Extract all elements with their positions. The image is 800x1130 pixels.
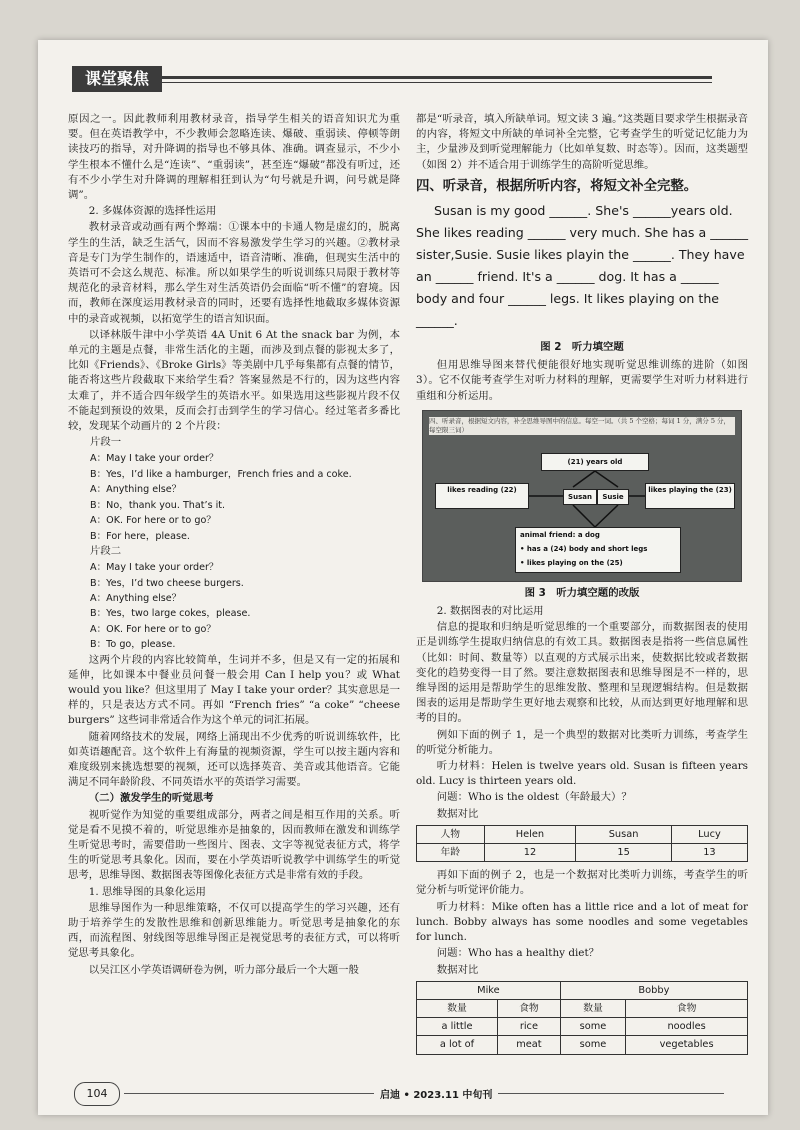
journal-name: 启迪 • 2023.11 中旬刊: [374, 1086, 498, 1101]
likes-playing-box: likes playing the (23): [645, 483, 735, 509]
table-label: 数据对比: [436, 963, 479, 976]
paragraph: 再如下面的例子 2，也是一个数据对比类听力训练，考查学生的听觉分析与听觉评价能力。: [416, 869, 748, 897]
dialogue-line: B：For here，please.: [90, 530, 190, 542]
table-row: [417, 1036, 748, 1054]
dialogue-line: A：Anything else？: [90, 592, 182, 604]
table-row: [417, 999, 748, 1017]
exercise-title: 四、听录音，根据所听内容，将短文补全完整。: [416, 177, 698, 194]
dialogue-line: A：Anything else？: [90, 484, 182, 496]
listening-material: 听力材料：Helen is twelve years old. Susan is fifteen years old. Lucy is thirteen years old.: [416, 760, 748, 788]
dialogue-line: B：Yes，I’d like a hamburger，French fries and a coke.: [90, 468, 352, 480]
table-cell: 年龄: [417, 844, 485, 862]
data-table-1: [416, 825, 748, 862]
dialogue-line: A：May I take your order？: [90, 562, 219, 574]
table-cell: rice: [498, 1018, 561, 1036]
table-row: [417, 825, 748, 843]
subheading: （二）激发学生的听觉思考: [88, 792, 214, 805]
box-line: animal friend: a dog: [520, 530, 600, 539]
header-rule-thin: [162, 82, 712, 83]
paragraph: 例如下面的例子 1，是一个典型的数据对比类听力训练，考查学生的听觉分析能力。: [416, 728, 748, 756]
dialogue-line: B：To go，please.: [90, 639, 176, 651]
box-line: • has a (24) body and short legs: [520, 544, 648, 553]
table-cell: a lot of: [417, 1036, 498, 1054]
section-header: [72, 66, 712, 94]
paragraph: 教材录音或动画有两个弊端：①课本中的卡通人物是虚幻的，脱离学生的生活，缺乏生活气，因而不容易激发学生学习的兴趣。②教材录音是专门为学生制作的，语速适中，语音清晰、准确，但现实生活中的英语可不会这么规范、标准。所以如果学生的听说训练只局限于教材等规范化的录音材料，那么学生对生活英语仍会面临“听不懂”的窘境。因而，教师在深度运用教材录音的同时，还要有选择性地截取多媒体资源中的录音或视频，以拓宽学生的语言知识面。: [68, 221, 400, 325]
listening-material: 听力材料：Mike often has a little rice and a lot of meat for lunch. Bobby always has some noodles and some vegetables for lunch.: [416, 900, 748, 944]
table-cell: 12: [484, 844, 576, 862]
dialogue-line: B：Yes，I’d two cheese burgers.: [90, 577, 244, 589]
segment-label: 片段一: [90, 436, 122, 449]
table-cell: 数量: [560, 999, 625, 1017]
paragraph: 思维导图作为一种思维策略，不仅可以提高学生的学习兴趣，还有助于培养学生的发散性思维和创新思维能力。听觉思考是抽象化的东西，而流程图、射线图等思维导图正是视觉思考的表征方式，可以将听觉思考具象化。: [68, 901, 400, 960]
paragraph: 以吴江区小学英语调研卷为例，听力部分最后一个大题一般: [88, 963, 359, 976]
paragraph: 原因之一。因此教师利用教材录音，指导学生相关的语音知识尤为重要。但在英语教学中，不少教师会忽略连读、爆破、重弱读、停顿等朗读技巧的指导，对升降调的指导也不够具体、准确。调查显示，不少小学生根本不懂什么是“连读”、“重弱读”，甚至连“爆破”都没有听过，还有不少小学生对升降调的理解相狂到认为“句号就是升调，问号就是降调”。: [68, 113, 400, 202]
page-number: 104: [74, 1082, 120, 1106]
dialogue-line: A：May I take your order？: [90, 453, 219, 465]
segment-label: 片段二: [90, 544, 122, 557]
paragraph: 视听觉作为知觉的重要组成部分，两者之间是相互作用的关系。听觉是看不见摸不着的，听觉思维亦是抽象的，因而教师在激发和训练学生听觉思考时，需要借助一些图片、图表、文字等视觉表征方式，将学生的听觉思考具象化。因而，要在小学英语听说教学中训练学生的听觉思考，思维导图、数据图表等图像化表征方式是非常有效的手段。: [68, 808, 400, 882]
table-cell: Lucy: [671, 825, 747, 843]
header-rule: [162, 76, 712, 79]
dialogue-line: A：OK. For here or to go？: [90, 623, 216, 635]
animal-friend-box: [515, 527, 681, 573]
data-table-2: [416, 981, 748, 1055]
paragraph: 信息的提取和归纳是听觉思维的一个重要部分，而数据图表的使用正是训练学生提取归纳信息的有效工具。数据图表是指将一些信息属性（比如：时间、数量等）以直观的方式展示出来，使数据比较或者数据变化的趋势变得一目了然。要注意数据图表和思维导图是不一样的，思维导图的运用是帮助学生的思维发散、整理和呈现逻辑结构。但是数据图表的运用是帮助学生更好地去观察和比较，从而达到更好地理解和思考的目的。: [416, 621, 748, 725]
table-cell: 食物: [626, 999, 748, 1017]
table-label: 数据对比: [436, 807, 479, 820]
table-cell: 食物: [498, 999, 561, 1017]
table-cell: Susan: [576, 825, 672, 843]
age-box: (21) years old: [541, 453, 649, 471]
table-cell: Mike: [417, 981, 561, 999]
table-cell: Bobby: [560, 981, 747, 999]
table-cell: a little: [417, 1018, 498, 1036]
table-cell: Helen: [484, 825, 576, 843]
table-cell: vegetables: [626, 1036, 748, 1054]
paragraph: 这两个片段的内容比较简单，生词并不多，但是又有一定的拓展和延伸，比如课本中餐业员问餐一般会用 Can I help you？或 What would you like？但这里用了 May I take your order？其实意思是一样的，只是表达方式不同。再如 “French fries” “a coke” “cheese burgers” 这些词非常适合作为这个单元的词汇拓展。: [68, 653, 400, 727]
susan-box: Susan: [563, 489, 597, 505]
question: 问题：Who has a healthy diet？: [436, 947, 600, 960]
table-cell: 数量: [417, 999, 498, 1017]
page-footer: [74, 1082, 734, 1106]
paragraph: 以译林版牛津中小学英语 4A Unit 6 At the snack bar 为例，本单元的主题是点餐，非常生活化的主题，而涉及到点餐的影视太多了，比如《Friends》、《Broke Girls》等美剧中几乎每集都有点餐的情节，能否将这些片段截取下来给学生看？答案显然是不行的，因为这些内容太难了，并不适合四年级学生的英语水平。如果选用这些影视片段不仅不能起到预设的效果，反而会打击到学生的学习信心。经过笔者多番比较，发现某个动画片的 2 个片段：: [68, 328, 400, 433]
paragraph: 但用思维导图来替代便能很好地实现听觉思维训练的进阶（如图 3）。它不仅能考查学生对听力材料的理解，更需要学生对听力材料进行重组和分析运用。: [416, 359, 748, 402]
dialogue-line: A：OK. For here or to go？: [90, 515, 216, 527]
table-row: [417, 844, 748, 862]
table-cell: 人物: [417, 825, 485, 843]
table-cell: noodles: [626, 1018, 748, 1036]
subheading: 1. 思维导图的具象化运用: [88, 885, 206, 898]
paragraph: 都是“听录音，填入所缺单词。短文读 3 遍。”这类题目要求学生根据录音的内容，将短文中所缺的单词补全完整，它考查学生的听觉记忆能力为主，少量涉及到听觉理解能力（比如单复数、时态等）。因而，这类题型（如图 2）并不适合用于训练学生的高阶听觉思维。: [416, 113, 748, 171]
table-cell: some: [560, 1036, 625, 1054]
table-row: [417, 981, 748, 999]
table-cell: some: [560, 1018, 625, 1036]
dialogue-line: B：Yes，two large cokes，please.: [90, 608, 251, 620]
likes-reading-box: likes reading (22): [435, 483, 529, 509]
exercise-figure-2: [416, 179, 748, 332]
mind-map-figure: [422, 410, 742, 582]
dialogue-line: B：No，thank you. That’s it.: [90, 499, 226, 511]
table-cell: 13: [671, 844, 747, 862]
subheading: 2. 多媒体资源的选择性运用: [88, 205, 217, 218]
section-title: 课堂聚焦: [72, 66, 162, 92]
exercise-body: Susan is my good ______. She's ______years old. She likes reading ______ very much. She has a ______ sister,Susie. Susie likes playin the ______. They have an ______ friend. It's a ______ dog. It has a ______ body and four ______ legs. It likes playing on the ______.: [416, 203, 748, 329]
document-page: [38, 40, 768, 1115]
figure-instruction: 四、听录音，根据短文内容，补全思维导图中的信息。每空一词。（共 5 个空格；每词 1 分，满分 5 分，每空限三词）: [429, 417, 735, 435]
table-cell: 15: [576, 844, 672, 862]
figure-caption: 图 2 听力填空题: [540, 341, 624, 354]
figure-caption: 图 3 听力填空题的改版: [524, 586, 640, 599]
box-line: • likes playing on the (25): [520, 558, 623, 567]
susie-box: Susie: [597, 489, 629, 505]
table-cell: meat: [498, 1036, 561, 1054]
subheading: 2. 数据图表的对比运用: [436, 605, 544, 618]
table-row: [417, 1018, 748, 1036]
question: 问题：Who is the oldest（年龄最大）？: [436, 791, 632, 804]
left-column: [68, 112, 400, 979]
right-column: [416, 112, 748, 1061]
paragraph: 随着网络技术的发展，网络上涌现出不少优秀的听说训练软件，比如英语趣配音。这个软件上有海量的视频资源，学生可以按主题内容和难度级别来挑选想要的视频，还可以选择英音、美音或其他语音。它能满足不同年龄阶段、不同英语水平的英语学习需要。: [68, 730, 400, 789]
